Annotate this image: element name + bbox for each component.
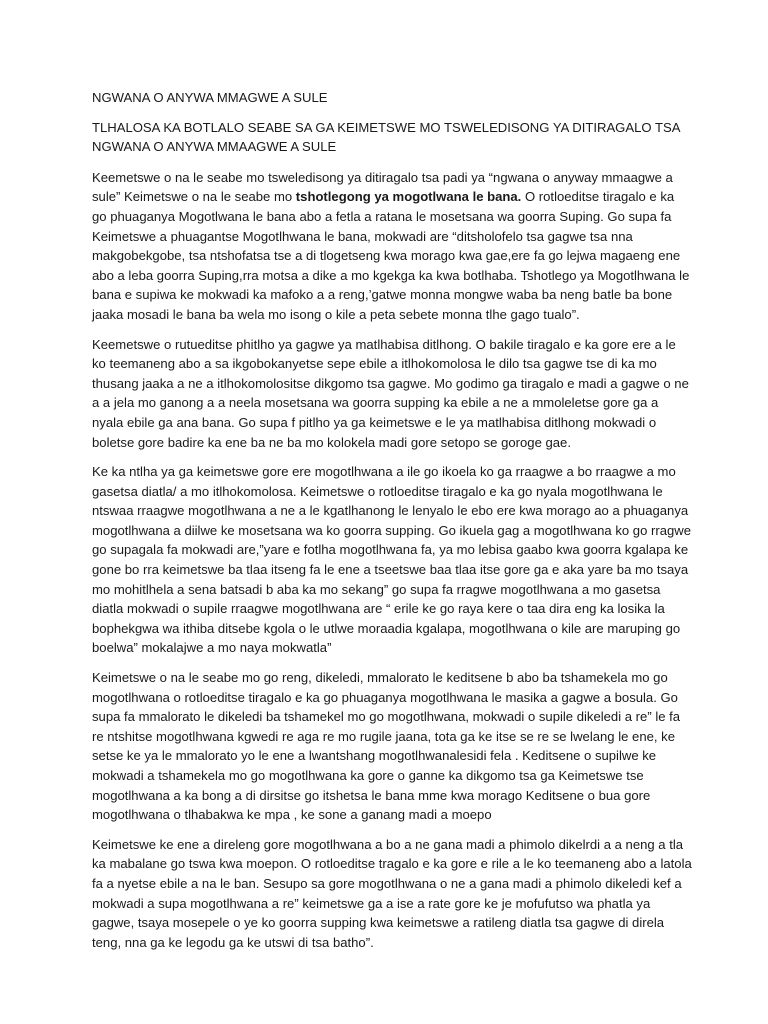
paragraph-4: Keimetswe o na le seabe mo go reng, dikeledi, mmalorato le keditsene b abo ba tshamekela mo go mogotlhwana o rotloeditse tiragalo e ka go phuaganya mogotlhwana le masika a gagwe a bosula. Go supa fa mmalorato le dikeledi ba tshamekel mo go mogotlhwana, mokwadi o supile dikeledi a re” le fa re ntshitse mogotlhwana kgwedi re aga re mo rugile jaana, tota ga ke itse se re se lwelang le ene, ke setse ke ya le mmalorato yo le ene a lwantshang mogotlhwanalesidi fela . Keditsene o supilwe ke mokwadi a tshamekela mo go mogotlhwana ka gore o ganne ka dikgomo tsa ga Keimetswe tse mogotlhwana a ka bong a di dirsitse go itshetsa le bana mme kwa morago Keditsene o bua gore mogotlhwana o tlhabakwa ke mpa , ke sone a ganang madi a moepo — [92, 670, 681, 823]
paragraph-1-text-b: O rotloeditse tiragalo e ka go phuaganya Mogotlwana le bana abo a fetla a ratana le mosetsana wa goorra Suping. Go supa fa Keimetswe a phuagantse Mogotlhwana le bana, mokwadi are “ditsholofelo tsa gagwe tsa nna makgobekgobe, tsa ntshofatsa tse a di tlogetseng kwa morago kwa gae,ere fa go lejwa magaeng ene abo a leba goorra Suping,rra motsa a dike a mo kgekga ka kwa botlhaba. Tshotlego ya Mogotlhwana le bana e supiwa ke mokwadi ka mafoko a a reng,’gatwe monna mongwe waba ba neng batle ba bone jaaka mosadi le bana ba wela mo isong o kile a peta sebete monna tlhe gago tualo”. — [92, 189, 690, 322]
document-title: NGWANA O ANYWA MMAGWE A SULE — [92, 90, 328, 105]
paragraph-1-text-a: Keemetswe o na le seabe mo tsweledisong ya ditiragalo tsa padi ya “ngwana o anyway mmaagwe a sule” Keimetswe o na le seabe mo — [92, 169, 673, 205]
paragraph-2: Keemetswe o rutueditse phitlho ya gagwe ya matlhabisa ditlhong. O bakile tiragalo e ka gore ere a le ko teemaneng abo a sa ikgobokanyetse sepe ebile a itlhokomolosa le dilo tsa gagwe tse di ka mo thusang jaaka a ne a itlhokomolositse dikgomo tsa gagwe. Mo godimo ga tiragalo e madi a gagwe o ne a a jela mo ganong a a neela mosetsana wa goorra supping ka ebile a ne a mmoleletse gore ga a nyala ebile ga ana bana. Go supa f pitlho ya ga keimetswe e le ya matlhabisa ditlhong mokwadi o boletse gore badire ka ene ba ne ba mo kolokela madi gore setopo se goroge gae. — [92, 336, 689, 450]
paragraph-5: Keimetswe ke ene a direleng gore mogotlhwana a bo a ne gana madi a phimolo dikelrdi a a neng a tla ka mabalane go tswa kwa moepon. O rotloeditse tragalo e ka gore e rile a le ko teemaneng abo a latola fa a nyetse ebile a na le ban. Sesupo sa gore mogotlhwana o ne a gana madi a phimolo dikeledi kef a mokwadi a supa mogotlhwana a re” keimetswe ga a ise a rate gore ke je mofufutso wa phatla ya gagwe, tsaya mosepele o ye ko goorra supping kwa keimetswe a ratileng diatla tsa gagwe di direla teng, nna ga ke legodu ga ke utswi di tsa batho”. — [92, 836, 692, 950]
paragraph-1-bold-phrase: tshotlegong ya mogotlwana le bana. — [295, 189, 522, 205]
document-subtitle: TLHALOSA KA BOTLALO SEABE SA GA KEIMETSWE MO TSWELEDISONG YA DITIRAGALO TSA NGWANA O ANYWA MMAAGWE A SULE — [92, 119, 680, 155]
paragraph-3: Ke ka ntlha ya ga keimetswe gore ere mogotlhwana a ile go ikoela ko ga rraagwe a bo rraagwe a mo gasetsa diatla/ a mo itlhokomolosa. Keimetswe o rotloeditse tiragalo e ka go nyala mogotlhwana le ntswaa rraagwe mogotlhwana a ne a le kgatlhanong le lenyalo le ebo ere kwa morago ao a phuaganya mogotlhwana a diilwe ke mosetsana wa ko goorra supping. Go ikuela gag a mogotlhwana ko go rragwe go supagala fa mokwadi are,”yare e fotlha mogotlhwana fa, ya mo lebisa gaabo kwa goorra kgalapa ke gone bo rra keimetswe ba tlaa itseng fa le ene a tseetswe baa tlaa itse gore ga e aka yare ba mo tsaya mo mohitlhela a sena batsadi b aba ka mo sekang” go supa fa rragwe mogotlhwana a mo gasetsa diatla mokwadi o supile rraagwe mogotlhwana are “ erile ke go raya kere o taa dira eng ka losika la bophekgwa wa ithiba ditsebe kgola o le utlwe moraadia kgalapa, mogotlhwana o kile are maruping go boelwa” mokalajwe a mo naya mokwatla” — [92, 464, 692, 656]
document-page — [92, 88, 692, 962]
paragraph-1 — [92, 168, 692, 325]
